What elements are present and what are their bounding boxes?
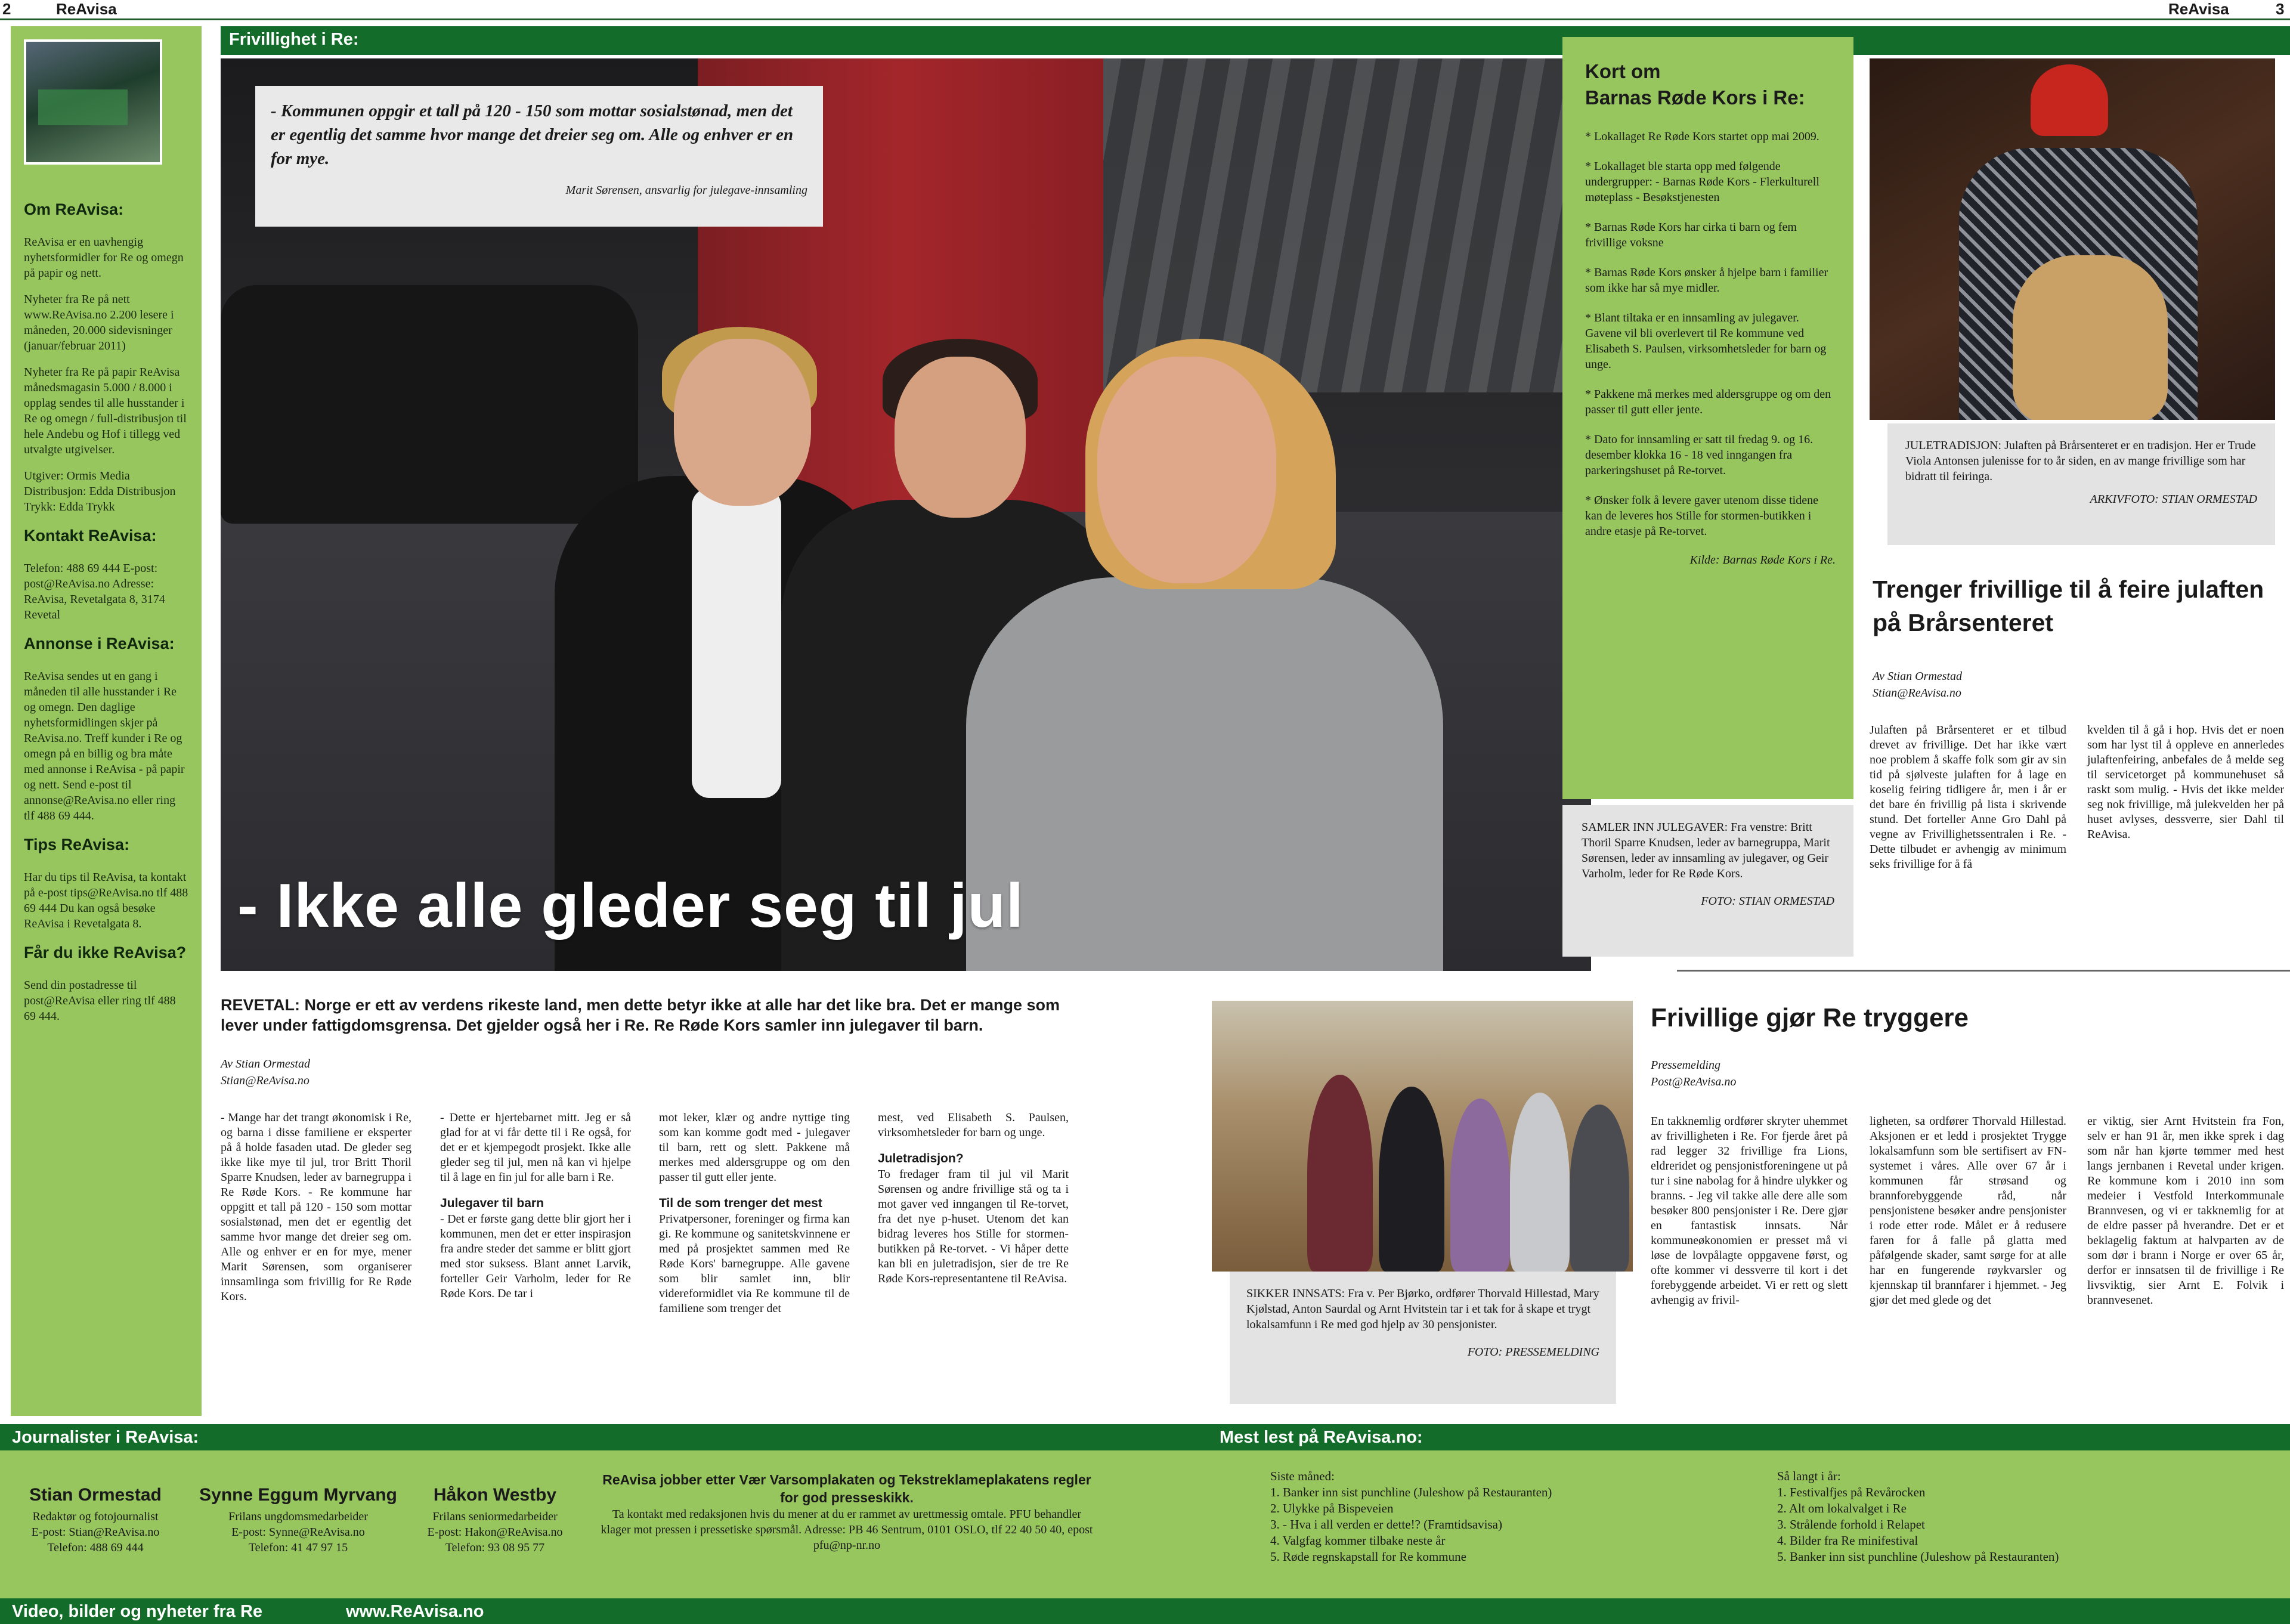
list-item[interactable]: 2. Ulykke på Bispeveien [1270, 1501, 1394, 1515]
journalist-name: Håkon Westby [433, 1485, 557, 1505]
press-heading: ReAvisa jobber etter Vær Varsomplakaten og Tekstreklameplakatens regler for god presseskikk. [602, 1472, 1091, 1505]
fact-item: * Lokallaget Re Røde Kors startet opp mai 2009. [1585, 130, 1819, 143]
far-text: Send din postadresse til post@ReAvisa eller ring tlf 488 69 444. [24, 979, 176, 1023]
kontakt-text: Telefon: 488 69 444 E-post: post@ReAvisa.no Adresse: ReAvisa, Revetalgata 8, 3174 Revetal [24, 562, 165, 621]
footer-bar [0, 1598, 2290, 1624]
fr-column-3: er viktig, sier Arnt Hvitstein fra Fon, selv er han 91 år, men ikke sprek i dag som når han kjørte tømmer med hest langs jernbanen i Revetal under krigen. Re kommune kom i 2010 inn som medeier i Vestfold Interkommunale Brannvesen, og vi er takknemlig for at de eldre passer på hverandre. Det er et beklagelig faktum at halvparten av de som dør i brann i Norge er over 65 år, derfor er innsatsen til de frivillige i Re livsviktig, sier Arnt E. Folvik i brannvesenet. [2087, 1115, 2284, 1307]
right-masthead: ReAvisa [2168, 0, 2229, 18]
subheading: Julegaver til barn [440, 1196, 544, 1210]
journalists-panel [0, 1450, 2290, 1598]
main-column-4 [878, 1110, 1069, 1286]
list-item[interactable]: 5. Banker inn sist punchline (Juleshow på Restauranten) [1777, 1549, 2059, 1564]
fact-title-line1: Kort om [1585, 60, 1661, 82]
list-item[interactable]: 4. Valgfag kommer tilbake neste år [1270, 1533, 1446, 1548]
fact-item: * Blant tiltaka er en innsamling av julegaver. Gavene vil bli overlevert til Re kommune ved Elisabeth S. Paulsen, virksomhetsleder for barn og unge. [1585, 311, 1827, 371]
column-text: mot leker, klær og andre nyttige ting som kan komme godt med - julegaver til barn, rett og slett. Pakkene må merkes med aldersgruppe og om den passer til gutt eller jente. [659, 1111, 850, 1184]
mest-lest-heading: Mest lest på ReAvisa.no: [1220, 1428, 1423, 1447]
main-column-1: - Mange har det trangt økonomisk i Re, og barna i disse familiene er eksperter på å holde fasaden utad. De gleder seg ikke like mye til jul, tror Britt Thoril Sparre Knudsen, leder av barnegruppa i Re Røde Kors. - Re kommune har oppgitt et tall på 120 - 150 som mottar sosialstønad, men det er egentlig det samme hvor mange det dreier seg om. Alle og enhver er en for mye, mener Marit Sørensen, som organiserer innsamlinga som frivillig for Re Røde Kors. [221, 1111, 411, 1303]
fact-item: * Barnas Røde Kors har cirka ti barn og fem frivillige voksne [1585, 221, 1797, 249]
jul-headline: Trenger frivillige til å feire julaften på Brårsenteret [1873, 576, 2264, 636]
fact-box-title [1585, 58, 1836, 111]
journalist-phone: Telefon: 93 08 95 77 [445, 1541, 545, 1554]
list-item[interactable]: 3. - Hva i all verden er dette!? (Framtidsavisa) [1270, 1517, 1502, 1532]
fr-headline: Frivillige gjør Re tryggere [1651, 1003, 1969, 1032]
caption-text: SAMLER INN JULEGAVER: Fra venstre: Britt Thoril Sparre Knudsen, leder av barnegruppa, Marit Sørensen, leder av innsamling av julegaver, og Geir Varholm, leder for Re Røde Kors. [1582, 821, 1830, 880]
journalist-email[interactable]: E-post: Stian@ReAvisa.no [31, 1526, 160, 1539]
caption-text: SIKKER INNSATS: Fra v. Per Bjørko, ordfører Thorvald Hillestad, Mary Kjølstad, Anton Saurdal og Arnt Hvitstein tar i et tak for å skape et trygt lokalsamfunn i Re med god hjelp av 30 pensjonister. [1246, 1287, 1599, 1331]
mest-lest-aar [1777, 1468, 2266, 1565]
byline-email: Stian@ReAvisa.no [221, 1074, 310, 1087]
press-ethics-notice [596, 1471, 1097, 1553]
journalist-card [411, 1484, 578, 1555]
right-page-number: 3 [2276, 0, 2285, 18]
journalist-phone: Telefon: 488 69 444 [47, 1541, 144, 1554]
fact-item: * Barnas Røde Kors ønsker å hjelpe barn i familier som ikke har så mye midler. [1585, 266, 1828, 295]
fact-item: * Dato for innsamling er satt til fredag 9. og 16. desember klokka 16 - 18 ved inngangen fra parkeringshuset på Re-torvet. [1585, 433, 1814, 477]
fact-item: * Pakkene må merkes med aldersgruppe og om den passer til gutt eller jente. [1585, 388, 1831, 416]
journalist-card [12, 1484, 179, 1555]
julenisse-photo [1870, 58, 2275, 420]
column-text: - Det er første gang dette blir gjort her i kommunen, men det er etter inspirasjon fra andre steder det samme er blitt gjort med stor suksess. Blant annet Larvik, forteller Geir Varholm, leder for Re Røde Kors. De tar i [440, 1212, 631, 1300]
subheading: Juletradisjon? [878, 1152, 964, 1165]
list-item[interactable]: 1. Banker inn sist punchline (Juleshow på Restauranten) [1270, 1485, 1552, 1499]
left-page-number: 2 [2, 0, 11, 18]
group-photo-caption [1230, 1272, 1616, 1404]
list-item[interactable]: 1. Festivalfjes på Revårocken [1777, 1485, 1926, 1499]
far-heading: Får du ikke ReAvisa? [24, 944, 187, 961]
main-headline: - Ikke alle gleder seg til jul [237, 871, 1024, 941]
caption-credit: FOTO: PRESSEMELDING [1467, 1345, 1599, 1359]
quote-credit: Marit Sørensen, ansvarlig for julegave-innsamling [565, 184, 807, 197]
journalist-role: Frilans ungdomsmedarbeider [228, 1510, 368, 1523]
fr-column-2: ligheten, sa ordfører Thorvald Hillestad. Aksjonen er et ledd i prosjektet Trygge lokalsamfunn som ble sertifisert av FN-systemet i våres. Alle over 67 år i kommunen får strøsand og brannforebyggende råd, når pensjonistene besøker andre pensjonister i rode etter rode. Målet er å redusere faren for å falle på glatta med påfølgende skader, samt sørge for at alle har en fungerende røykvarsler og kjennskap til brannfarer i hjemmet. - Jeg gjør det med glede og det [1870, 1115, 2066, 1307]
list-item[interactable]: 5. Røde regnskapstall for Re kommune [1270, 1549, 1466, 1564]
list-item[interactable]: 2. Alt om lokalvalget i Re [1777, 1501, 1907, 1515]
office-photo [24, 39, 162, 165]
footer-url[interactable]: www.ReAvisa.no [346, 1602, 484, 1621]
utgiver-text: Utgiver: Ormis Media Distribusjon: Edda Distribusjon Trykk: Edda Trykk [24, 469, 176, 514]
jul-byline [1873, 668, 1962, 701]
journalist-email[interactable]: E-post: Hakon@ReAvisa.no [427, 1526, 563, 1539]
nett-text: Nyheter fra Re på nett www.ReAvisa.no 2.200 lesere i måneden, 20.000 sidevisninger (januar/februar 2011) [24, 293, 174, 352]
section-title: Frivillighet i Re: [229, 30, 359, 49]
list-title: Så langt i år: [1777, 1469, 1841, 1483]
main-byline [221, 1056, 310, 1089]
journalist-role: Frilans seniormedarbeider [432, 1510, 558, 1523]
main-column-3 [659, 1110, 850, 1316]
tips-text: Har du tips til ReAvisa, ta kontakt på e-post tips@ReAvisa.no tlf 488 69 444 Du kan også besøke ReAvisa i Revetalgata 8. [24, 871, 188, 930]
jul-column-1: Julaften på Brårsenteret er et tilbud drevet av frivillige. Det har ikke vært noe problem å skaffe folk som gir av sin tid på sjølveste julaften for å lage en koselig feiring tidligere år, men i år er det bare én frivillig på lista i skrivende stund. Det forteller Anne Gro Dahl på vegne av Frivillighetssentralen i Re. - Dette tilbudet er avhengig av minimum seks frivillige for å få [1870, 723, 2066, 871]
byline-email: Post@ReAvisa.no [1651, 1075, 1737, 1088]
caption-credit: ARKIVFOTO: STIAN ORMESTAD [2090, 493, 2257, 506]
group-photo [1212, 1001, 1633, 1272]
tips-heading: Tips ReAvisa: [24, 836, 130, 853]
papir-text: Nyheter fra Re på papir ReAvisa månedsmagasin 5.000 / 8.000 i opplag sendes til alle husstander i Re og omegn / full-distribusjon til hele Andebu og Hof i tillegg ved utvalgte utgivelser. [24, 366, 187, 456]
journalist-card [191, 1484, 406, 1555]
press-text: Ta kontakt med redaksjonen hvis du mener at du er rammet av urettmessig omtale. PFU behandler klager mot pressen i pressetiske spørsmål. Adresse: PB 46 Sentrum, 0101 OSLO, tlf 22 40 50 40, epost pfu@np-nr.no [601, 1508, 1093, 1552]
divider [1677, 970, 2290, 972]
fact-title-line2: Barnas Røde Kors i Re: [1585, 86, 1805, 109]
fact-item: * Ønsker folk å levere gaver utenom disse tidene kan de leveres hos Stille for stormen-butikken i andre etasje på Re-torvet. [1585, 494, 1818, 538]
footer-tagline: Video, bilder og nyheter fra Re [12, 1602, 263, 1621]
fact-source: Kilde: Barnas Røde Kors i Re. [1689, 553, 1836, 567]
mest-lest-siste [1270, 1468, 1735, 1565]
journalists-bar [0, 1424, 2290, 1450]
column-text: mest, ved Elisabeth S. Paulsen, virksomhetsleder for barn og unge. [878, 1111, 1069, 1139]
julenisse-caption [1887, 423, 2275, 545]
fact-item: * Lokallaget ble starta opp med følgende undergrupper: - Barnas Røde Kors - Flerkulturell møteplass - Besøkstjenesten [1585, 160, 1819, 204]
journalist-name: Synne Eggum Myrvang [199, 1485, 397, 1505]
fact-box [1562, 37, 1853, 799]
byline-author: Av Stian Ormestad [1873, 670, 1962, 683]
journalist-name: Stian Ormestad [29, 1485, 162, 1505]
list-title: Siste måned: [1270, 1469, 1335, 1483]
quote-text: - Kommunen oppgir et tall på 120 - 150 som mottar sosialstønad, men det er egentlig det samme hvor mange det dreier seg om. Alle og enhver er en for mye. [271, 101, 794, 168]
list-item[interactable]: 3. Strålende forhold i Relapet [1777, 1517, 1925, 1532]
main-photo-caption [1562, 805, 1853, 957]
subheading: Til de som trenger det mest [659, 1196, 822, 1210]
journalist-email[interactable]: E-post: Synne@ReAvisa.no [231, 1526, 365, 1539]
column-text: Privatpersoner, foreninger og firma kan gi. Re kommune og sanitetskvinnene er med på prosjektet sammen med Re Røde Kors' barnegruppe. Alle gavene som blir samlet inn, blir videreformidlet via Re kommune til de familiene som trenger det [659, 1212, 850, 1315]
caption-credit: FOTO: STIAN ORMESTAD [1701, 895, 1834, 908]
fr-byline [1651, 1057, 1736, 1090]
byline-author: Pressemelding [1651, 1059, 1721, 1072]
annonse-heading: Annonse i ReAvisa: [24, 635, 175, 652]
section-bar [221, 26, 2290, 55]
jul-column-2: kvelden til å gå i hop. Hvis det er noen som har lyst til å oppleve en annerledes julaftenfeiring, anbefales de å melde seg til servicetorget på kommunehuset så raskt som mulig. - Hvis det ikke melder seg nok frivillige, må julekvelden her på huset avlyses, dessverre, sier Dahl til ReAvisa. [2087, 723, 2284, 841]
byline-email: Stian@ReAvisa.no [1873, 686, 1961, 700]
pull-quote [255, 86, 823, 227]
byline-author: Av Stian Ormestad [221, 1057, 310, 1071]
annonse-text: ReAvisa sendes ut en gang i måneden til alle husstander i Re og omegn. Den daglige nyhetsformidlingen skjer på ReAvisa.no. Treff kunder i Re og omegn på en billig og bra måte med annonse i ReAvisa - på papir og nett. Send e-post til annonse@ReAvisa.no eller ring tlf 488 69 444. [24, 670, 185, 822]
fr-column-1: En takknemlig ordfører skryter uhemmet av frivilligheten i Re. For fjerde året på rad legger 32 frivillige fra Lions, eldreridet og pensjonistforeningene ut på tur i sine nabolag for å hindre ulykker og branns. - Jeg vil takke alle dere alle som besøker 800 pensjonister i Re. Dere gjør en fantastisk innsats. Når kommuneøkonomien er presset må vi løse de lovpålagte oppgavene først, og ofte kommer vi dessverre til kort i det forebyggende arbeidet. Vi er rett og slett avhengig av frivil- [1651, 1115, 1848, 1307]
caption-text: JULETRADISJON: Julaften på Brårsenteret er en tradisjon. Her er Trude Viola Antonsen julenisse for to år siden, en av mange frivillige som har bidratt til feiringa. [1905, 439, 2256, 483]
om-text: ReAvisa er en uavhengig nyhetsformidler for Re og omegn på papir og nett. [24, 236, 184, 280]
main-column-2 [440, 1110, 631, 1301]
journalists-heading: Journalister i ReAvisa: [12, 1428, 199, 1447]
column-text: To fredager fram til jul vil Marit Sørensen og andre frivillige stå og ta i mot gaver ved inngangen til Re-torvet, fra det nye p-huset. Utenom det kan bidrag leveres hos Stille for stormen-butikken på Re-torvet. - Vi håper dette kan bli en juletradisjon, sier de tre Re Røde Kors-representantene til ReAvisa. [878, 1168, 1069, 1285]
column-text: - Dette er hjertebarnet mitt. Jeg er så glad for at vi får dette til i Re også, for det er et kjempegodt prosjekt. Ikke alle gleder seg til jul, men nå kan vi hjelpe til å lage en fin jul for alle barn i Re. [440, 1111, 631, 1184]
info-sidebar [11, 26, 202, 1416]
left-masthead: ReAvisa [56, 0, 117, 18]
om-heading: Om ReAvisa: [24, 200, 124, 218]
page-header [0, 0, 2290, 20]
list-item[interactable]: 4. Bilder fra Re minifestival [1777, 1533, 1918, 1548]
kontakt-heading: Kontakt ReAvisa: [24, 527, 157, 545]
main-lede: REVETAL: Norge er ett av verdens rikeste land, men dette betyr ikke at alle har det like bra. Det er mange som lever under fattigdomsgrensa. Det gjelder også her i Re. Re Røde Kors samler inn julegaver til barn. [221, 996, 1060, 1034]
journalist-role: Redaktør og fotojournalist [32, 1510, 159, 1523]
journalist-phone: Telefon: 41 47 97 15 [248, 1541, 348, 1554]
